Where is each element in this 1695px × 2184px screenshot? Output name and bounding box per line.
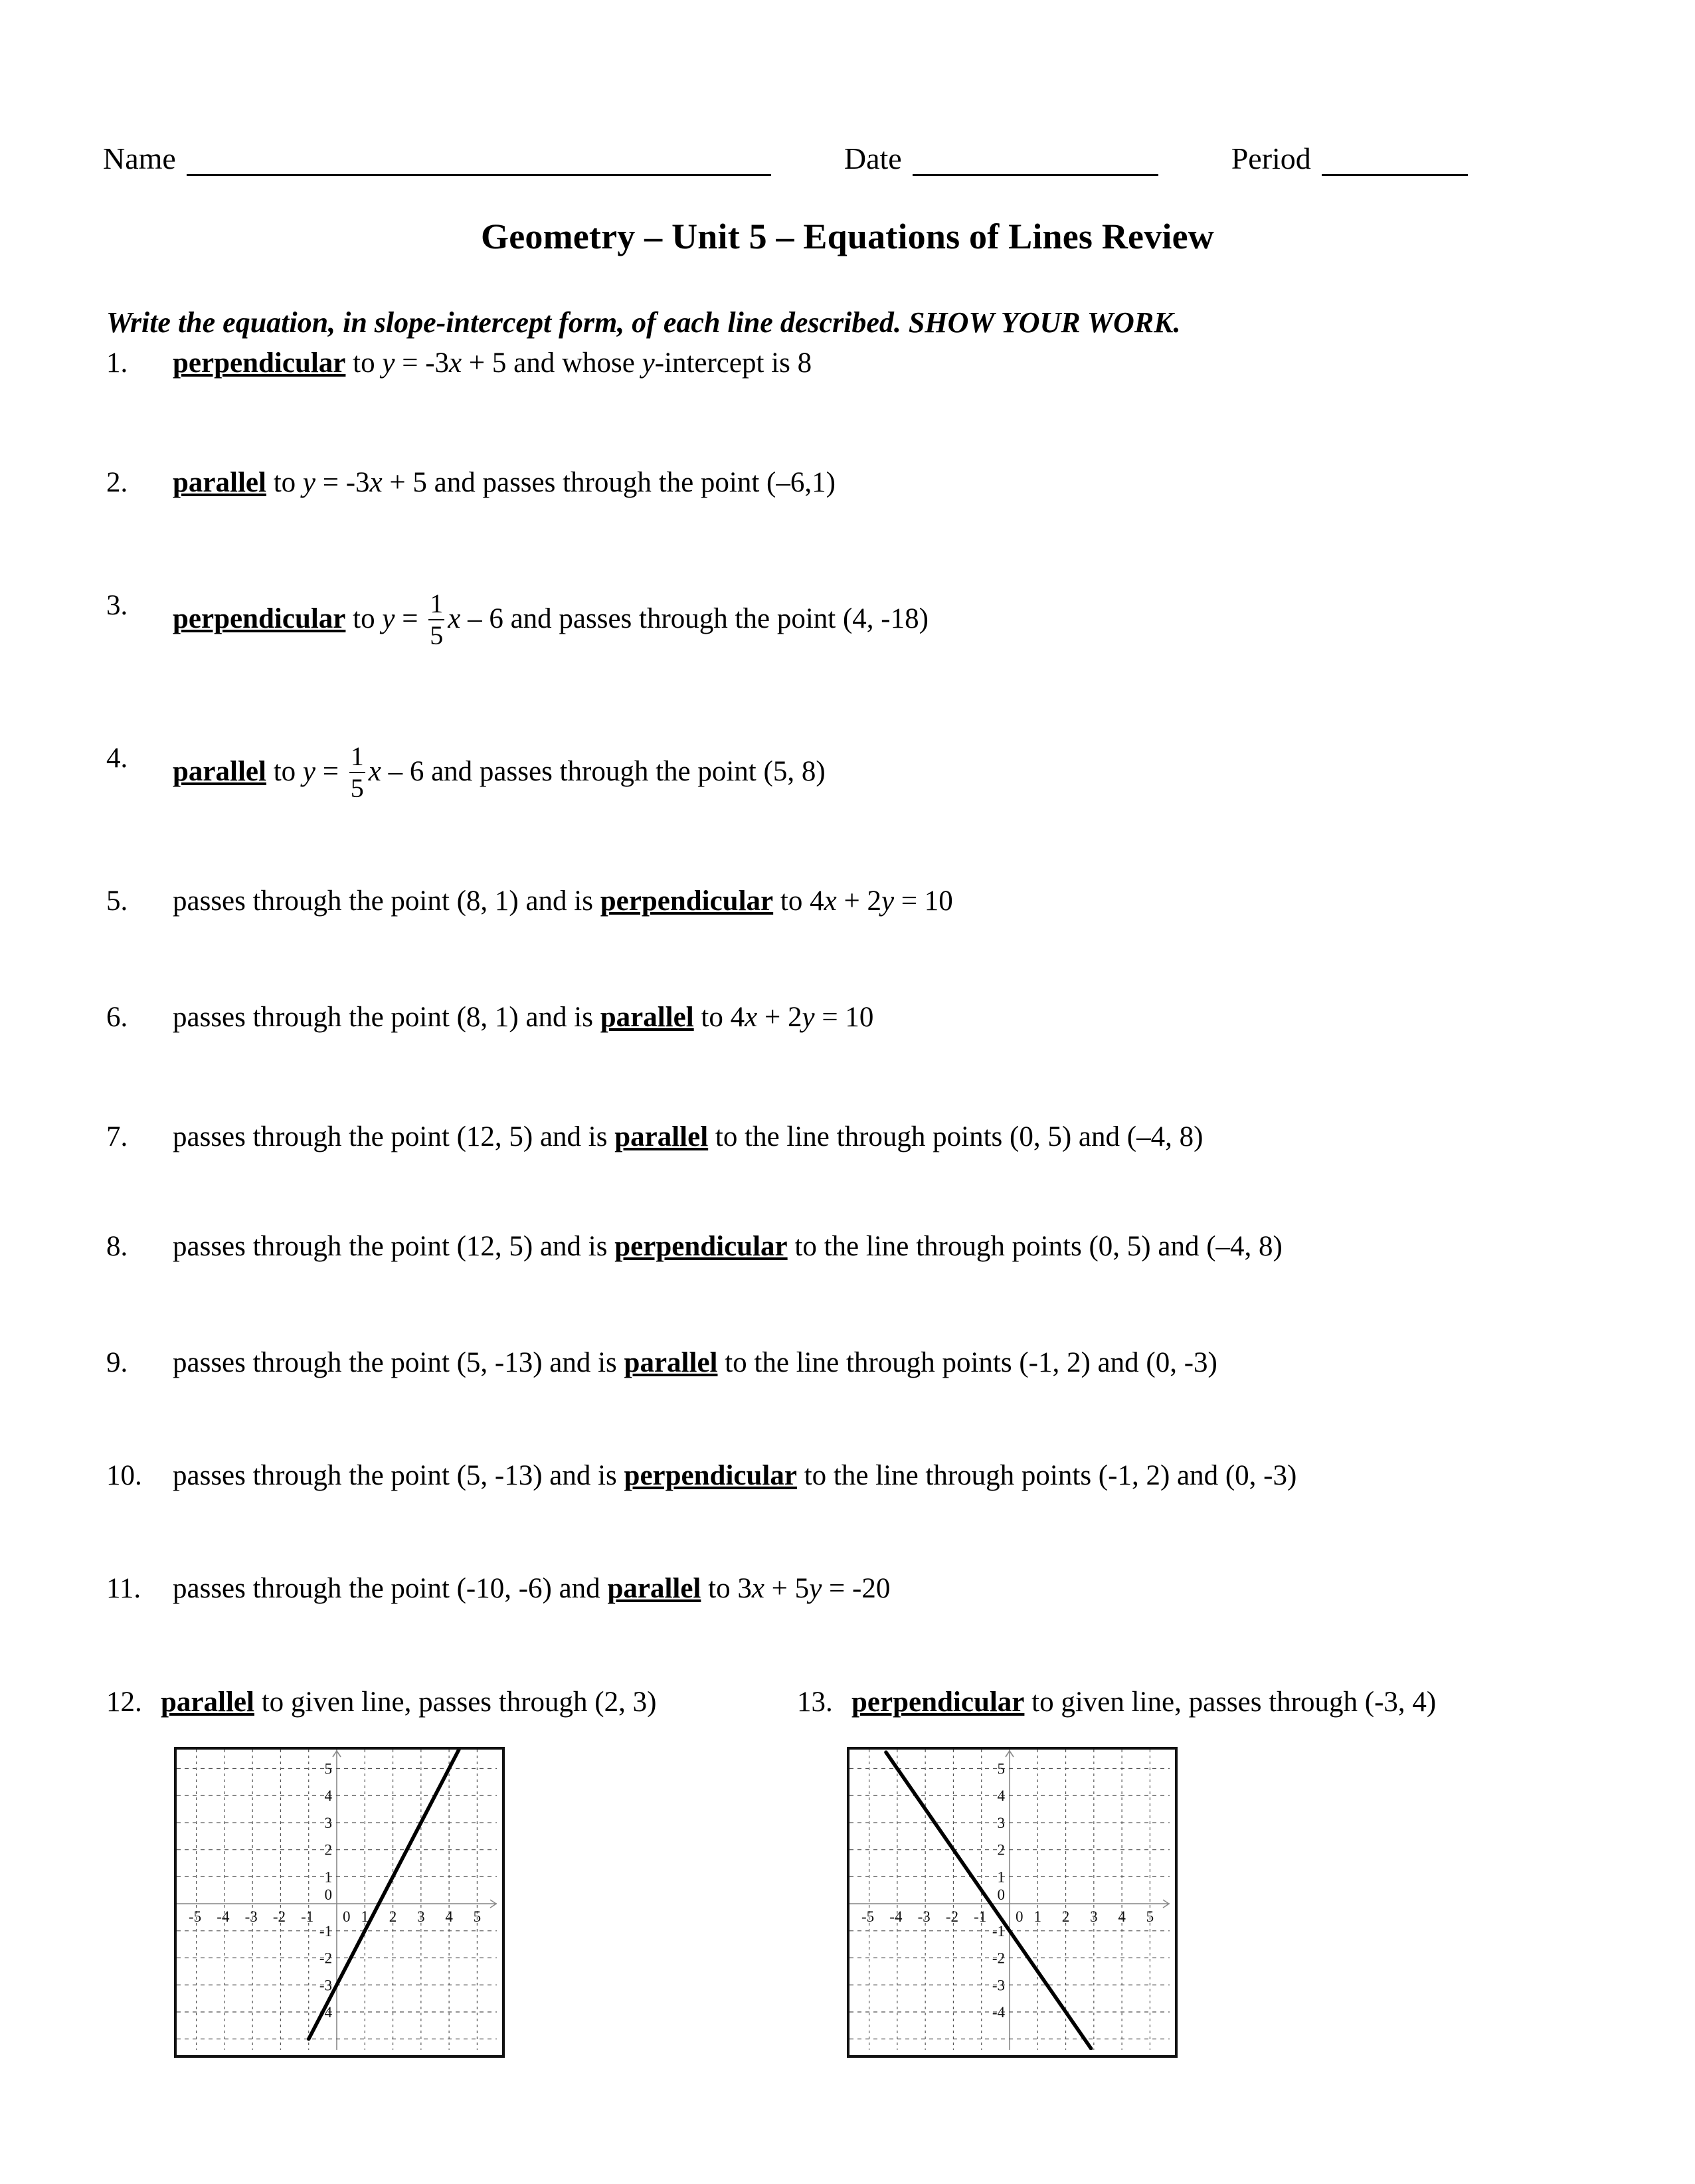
text-fragment: = 10: [894, 885, 953, 917]
text-fragment: to the line through points (0, 5) and (–4, 8): [787, 1231, 1283, 1262]
svg-text:3: 3: [417, 1908, 425, 1926]
period-blank-line[interactable]: [1322, 145, 1468, 176]
svg-text:0: 0: [343, 1908, 351, 1926]
text-fragment: passes through the point (12, 5) and is: [173, 1231, 615, 1262]
svg-text:4: 4: [1118, 1908, 1126, 1926]
var-x: x: [745, 1002, 758, 1033]
text-fragment: to the line through points (0, 5) and (–4, 8): [708, 1121, 1204, 1152]
problem-12-prompt: [106, 1686, 656, 1718]
svg-text:5: 5: [997, 1760, 1005, 1777]
name-label: Name: [103, 141, 176, 175]
var-x: x: [449, 347, 462, 379]
fraction-denominator: 5: [350, 773, 364, 803]
problem-6: [106, 1003, 873, 1032]
svg-text:5: 5: [1146, 1908, 1154, 1926]
problem-number: 8.: [106, 1231, 128, 1262]
keyword-parallel: parallel: [614, 1121, 709, 1152]
svg-text:4: 4: [997, 1787, 1005, 1805]
text-fragment: passes through the point (12, 5) and is: [173, 1121, 615, 1152]
problem-5: [106, 887, 953, 915]
svg-text:-1: -1: [319, 1922, 332, 1940]
problem-body: [173, 591, 929, 651]
svg-text:3: 3: [324, 1814, 332, 1831]
problem-number: 2.: [106, 467, 128, 498]
var-x: x: [369, 467, 383, 498]
svg-text:4: 4: [324, 1787, 332, 1805]
text-fragment: to: [345, 602, 383, 634]
problem-number: 6.: [106, 1002, 128, 1033]
problem-number: 13.: [797, 1686, 833, 1718]
keyword-perpendicular: perpendicular: [173, 602, 346, 634]
text-fragment: = 10: [814, 1002, 874, 1033]
problem-9: [106, 1348, 1217, 1377]
svg-text:-5: -5: [861, 1908, 875, 1926]
svg-text:1: 1: [361, 1908, 369, 1926]
problem-body: [173, 1574, 890, 1603]
problem-13-prompt: [797, 1686, 1436, 1718]
var-y: y: [881, 885, 895, 917]
keyword-perpendicular: perpendicular: [614, 1231, 788, 1262]
svg-text:-5: -5: [189, 1908, 202, 1926]
keyword-perpendicular: perpendicular: [600, 885, 774, 917]
problem-number: 1.: [106, 347, 128, 379]
problem-number: 9.: [106, 1347, 128, 1378]
problem-body: [173, 741, 826, 804]
fraction-numerator: 1: [350, 741, 364, 771]
svg-text:-2: -2: [272, 1908, 286, 1926]
problem-number: 10.: [106, 1460, 142, 1491]
problem-1: [106, 349, 812, 377]
var-y: y: [802, 1002, 815, 1033]
svg-text:3: 3: [997, 1814, 1005, 1831]
svg-text:1: 1: [324, 1868, 332, 1886]
problem-body: [173, 1348, 1217, 1377]
graph-12-coordinate-plane: [174, 1747, 505, 2058]
svg-text:-3: -3: [244, 1908, 258, 1926]
problem-7: [106, 1123, 1203, 1151]
svg-text:-1: -1: [992, 1922, 1005, 1940]
problem-11: [106, 1574, 890, 1603]
svg-text:0: 0: [1016, 1908, 1024, 1926]
keyword-parallel: parallel: [600, 1002, 694, 1033]
problem-body: [173, 1123, 1203, 1151]
var-x: x: [448, 602, 461, 634]
text-fragment: to the line through points (-1, 2) and (0, -3): [796, 1460, 1297, 1491]
text-fragment: to: [266, 755, 303, 787]
text-fragment: = -3: [395, 347, 450, 379]
keyword-perpendicular: perpendicular: [173, 347, 346, 379]
var-x: x: [751, 1573, 764, 1604]
svg-text:0: 0: [997, 1886, 1005, 1904]
svg-text:-4: -4: [319, 2003, 332, 2021]
svg-text:2: 2: [1061, 1908, 1070, 1926]
svg-text:-2: -2: [992, 1950, 1005, 1967]
problem-number: 3.: [106, 590, 128, 621]
problem-body: [173, 887, 953, 915]
period-label: Period: [1231, 141, 1311, 175]
var-y: y: [302, 755, 315, 787]
text-fragment: -intercept is 8: [654, 347, 812, 379]
var-y: y: [382, 347, 395, 379]
text-fragment: + 2: [757, 1002, 802, 1033]
var-y: y: [302, 467, 315, 498]
keyword-parallel: parallel: [161, 1686, 254, 1718]
problem-body: [173, 1461, 1296, 1490]
fraction-one-fifth: [427, 590, 446, 650]
keyword-parallel: parallel: [173, 467, 266, 498]
svg-text:-4: -4: [217, 1908, 230, 1926]
date-blank-line[interactable]: [913, 145, 1158, 176]
problem-8: [106, 1232, 1283, 1261]
page-title: Geometry – Unit 5 – Equations of Lines Review: [481, 217, 1214, 256]
text-fragment: + 2: [836, 885, 881, 917]
problem-10: [106, 1461, 1296, 1490]
problem-number: 7.: [106, 1121, 128, 1152]
text-fragment: – 6 and passes through the point (5, 8): [381, 755, 826, 787]
fraction-denominator: 5: [430, 620, 444, 650]
keyword-perpendicular: perpendicular: [851, 1686, 1025, 1718]
problem-3: [106, 591, 929, 651]
svg-text:1: 1: [1033, 1908, 1042, 1926]
text-fragment: passes through the point (8, 1) and is: [173, 1002, 600, 1033]
text-fragment: = -20: [822, 1573, 891, 1604]
date-label: Date: [844, 141, 902, 175]
text-fragment: – 6 and passes through the point (4, -18): [460, 602, 929, 634]
text-fragment: to: [266, 467, 303, 498]
keyword-parallel: parallel: [173, 755, 266, 787]
text-fragment: to 3: [701, 1573, 752, 1604]
fraction-one-fifth: [348, 743, 367, 802]
keyword-parallel: parallel: [624, 1347, 718, 1378]
keyword-perpendicular: perpendicular: [624, 1460, 797, 1491]
student-info-header: [103, 136, 1498, 176]
text-fragment: to: [345, 347, 383, 379]
problem-body: [173, 349, 812, 377]
problem-number: 11.: [106, 1573, 141, 1604]
problem-body: [173, 1232, 1283, 1261]
svg-text:-4: -4: [889, 1908, 903, 1926]
problem-body: [173, 1003, 873, 1032]
graph-12-svg: [177, 1750, 497, 2050]
text-fragment: to 4: [773, 885, 824, 917]
text-fragment: = -3: [315, 467, 370, 498]
var-y: y: [642, 347, 655, 379]
svg-text:-4: -4: [992, 2003, 1005, 2021]
text-fragment: to 4: [693, 1002, 745, 1033]
graph-13-svg: [849, 1750, 1170, 2050]
text-fragment: + 5: [764, 1573, 810, 1604]
svg-text:0: 0: [324, 1886, 332, 1904]
keyword-parallel: parallel: [607, 1573, 701, 1604]
svg-text:-2: -2: [945, 1908, 959, 1926]
problem-number: 5.: [106, 885, 128, 917]
text-fragment: passes through the point (5, -13) and is: [173, 1347, 624, 1378]
text-fragment: to the line through points (-1, 2) and (0, -3): [717, 1347, 1217, 1378]
svg-text:5: 5: [324, 1760, 332, 1777]
text-fragment: =: [315, 755, 346, 787]
svg-text:-3: -3: [917, 1908, 931, 1926]
problem-4: [106, 741, 826, 804]
instruction-text: Write the equation, in slope-intercept form, of each line described. SHOW YOUR WORK.: [106, 306, 1181, 339]
text-fragment: passes through the point (5, -13) and is: [173, 1460, 624, 1491]
var-y: y: [382, 602, 395, 634]
text-fragment: to given line, passes through (2, 3): [254, 1686, 657, 1718]
problem-body: [173, 468, 836, 497]
name-blank-line[interactable]: [187, 145, 771, 176]
text-fragment: =: [395, 602, 426, 634]
svg-text:2: 2: [389, 1908, 397, 1926]
svg-text:2: 2: [997, 1841, 1005, 1859]
svg-text:3: 3: [1090, 1908, 1098, 1926]
svg-text:1: 1: [997, 1868, 1005, 1886]
text-fragment: + 5 and passes through the point (–6,1): [382, 467, 836, 498]
text-fragment: + 5 and whose: [462, 347, 642, 379]
text-fragment: passes through the point (8, 1) and is: [173, 885, 600, 917]
svg-text:5: 5: [473, 1908, 482, 1926]
text-fragment: to given line, passes through (-3, 4): [1024, 1686, 1437, 1718]
svg-text:2: 2: [324, 1841, 332, 1859]
var-x: x: [368, 755, 381, 787]
svg-text:-3: -3: [992, 1977, 1005, 1994]
svg-text:-1: -1: [974, 1908, 987, 1926]
svg-text:-2: -2: [319, 1950, 332, 1967]
svg-text:-3: -3: [319, 1977, 332, 1994]
problem-number: 12.: [106, 1686, 142, 1718]
fraction-numerator: 1: [430, 589, 444, 618]
var-y: y: [809, 1573, 822, 1604]
svg-text:-1: -1: [301, 1908, 314, 1926]
graph-13-coordinate-plane: [847, 1747, 1178, 2058]
svg-text:4: 4: [445, 1908, 453, 1926]
problem-number: 4.: [106, 743, 128, 774]
var-x: x: [824, 885, 837, 917]
text-fragment: passes through the point (-10, -6) and: [173, 1573, 608, 1604]
problem-2: [106, 468, 836, 497]
